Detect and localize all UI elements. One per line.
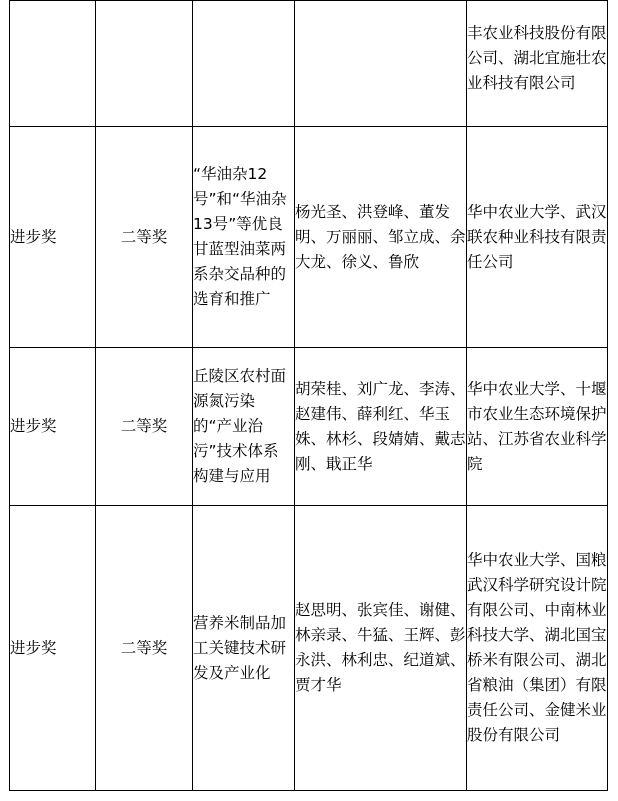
project-cell xyxy=(193,1,295,127)
units-cell: 华中农业大学、国粮武汉科学研究设计院有限公司、中南林业科技大学、湖北国宝桥米有限公司、湖北省粮油（集团）有限责任公司、金健米业股份有限公司 xyxy=(467,506,608,791)
table-row xyxy=(10,506,608,791)
people-cell: 胡荣桂、刘广龙、李涛、赵建伟、薛利红、华玉姝、林杉、段婧婧、戴志刚、戢正华 xyxy=(295,348,467,506)
grade-cell xyxy=(96,1,193,127)
category-cell: 进步奖 xyxy=(10,348,96,506)
units-text: 丰农业科技股份有限公司、湖北宜施壮农业科技有限公司 xyxy=(467,24,607,92)
people-cell: 杨光圣、洪登峰、董发明、万丽丽、邹立成、余大龙、徐义、鲁欣 xyxy=(295,127,467,348)
project-cell: “华油杂12号”和“华油杂13号”等优良甘蓝型油菜两系杂交品种的选育和推广 xyxy=(193,127,295,348)
project-cell: 营养米制品加工关键技术研发及产业化 xyxy=(193,506,295,791)
people-cell: 赵思明、张宾佳、谢健、林亲录、牛猛、王辉、彭永洪、林利忠、纪道斌、贾才华 xyxy=(295,506,467,791)
people-cell xyxy=(295,1,467,127)
units-cell xyxy=(467,1,608,127)
units-cell: 华中农业大学、武汉联农种业科技有限责任公司 xyxy=(467,127,608,348)
category-cell xyxy=(10,1,96,127)
table-row xyxy=(10,348,608,506)
category-cell: 进步奖 xyxy=(10,506,96,791)
awards-table xyxy=(9,0,608,791)
grade-cell: 二等奖 xyxy=(96,348,193,506)
table-row xyxy=(10,1,608,127)
units-cell: 华中农业大学、十堰市农业生态环境保护站、江苏省农业科学院 xyxy=(467,348,608,506)
table-row xyxy=(10,127,608,348)
category-cell: 进步奖 xyxy=(10,127,96,348)
project-cell: 丘陵区农村面源氮污染的“产业治污”技术体系构建与应用 xyxy=(193,348,295,506)
grade-cell: 二等奖 xyxy=(96,127,193,348)
grade-cell: 二等奖 xyxy=(96,506,193,791)
